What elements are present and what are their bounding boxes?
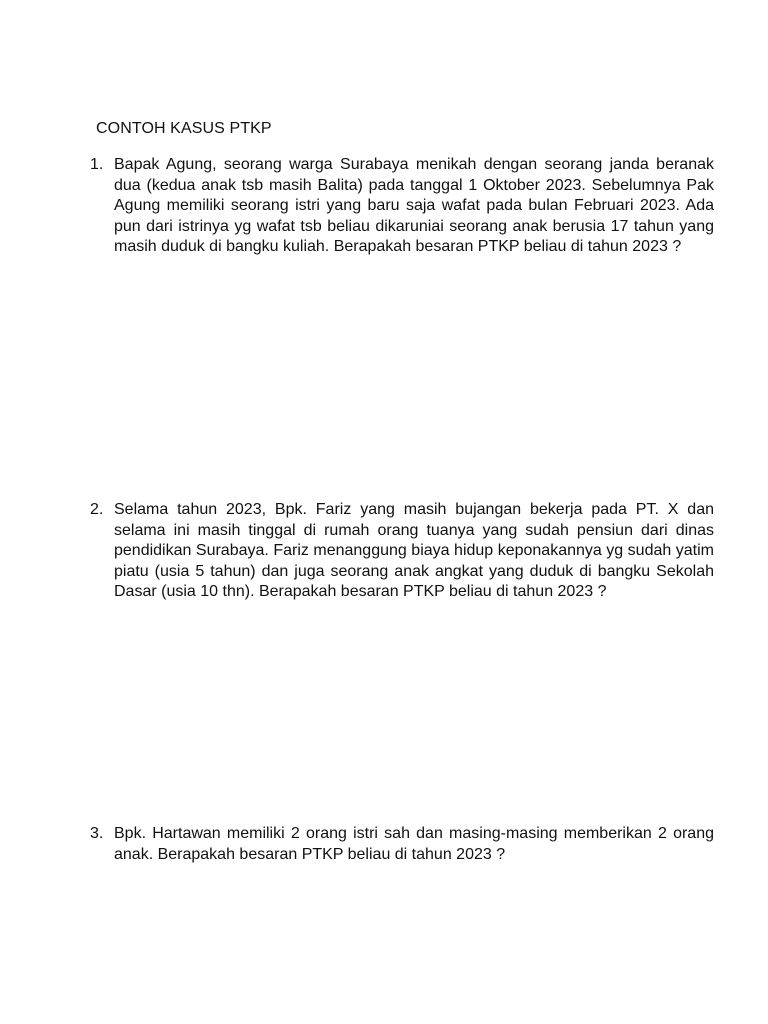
case-item-3 — [90, 824, 714, 865]
case-number: 3. — [90, 825, 104, 842]
case-item-1 — [90, 155, 714, 258]
case-text: Bapak Agung, seorang warga Surabaya menikah dengan seorang janda beranak dua (kedua anak tsb masih Balita) pada tanggal 1 Oktober 2023. Sebelumnya Pak Agung memiliki seorang istri yang baru saja wafat pada bulan Februari 2023. Ada pun dari istrinya yg wafat tsb beliau dikaruniai seorang anak berusia 17 tahun yang masih duduk di bangku kuliah. Berapakah besaran PTKP beliau di tahun 2023 ? — [114, 156, 714, 255]
case-text: Bpk. Hartawan memiliki 2 orang istri sah dan masing-masing memberikan 2 orang anak. Berapakah besaran PTKP beliau di tahun 2023 ? — [114, 825, 714, 863]
case-number: 2. — [90, 501, 104, 518]
case-text: Selama tahun 2023, Bpk. Fariz yang masih bujangan bekerja pada PT. X dan selama ini masih tinggal di rumah orang tuanya yang sudah pensiun dari dinas pendidikan Surabaya. Fariz menanggung biaya hidup keponakannya yg sudah yatim piatu (usia 5 tahun) dan juga seorang anak angkat yang duduk di bangku Sekolah Dasar (usia 10 thn). Berapakah besaran PTKP beliau di tahun 2023 ? — [114, 501, 714, 600]
case-number: 1. — [90, 156, 104, 173]
document-title: CONTOH KASUS PTKP — [96, 120, 272, 137]
case-item-2 — [90, 500, 714, 603]
